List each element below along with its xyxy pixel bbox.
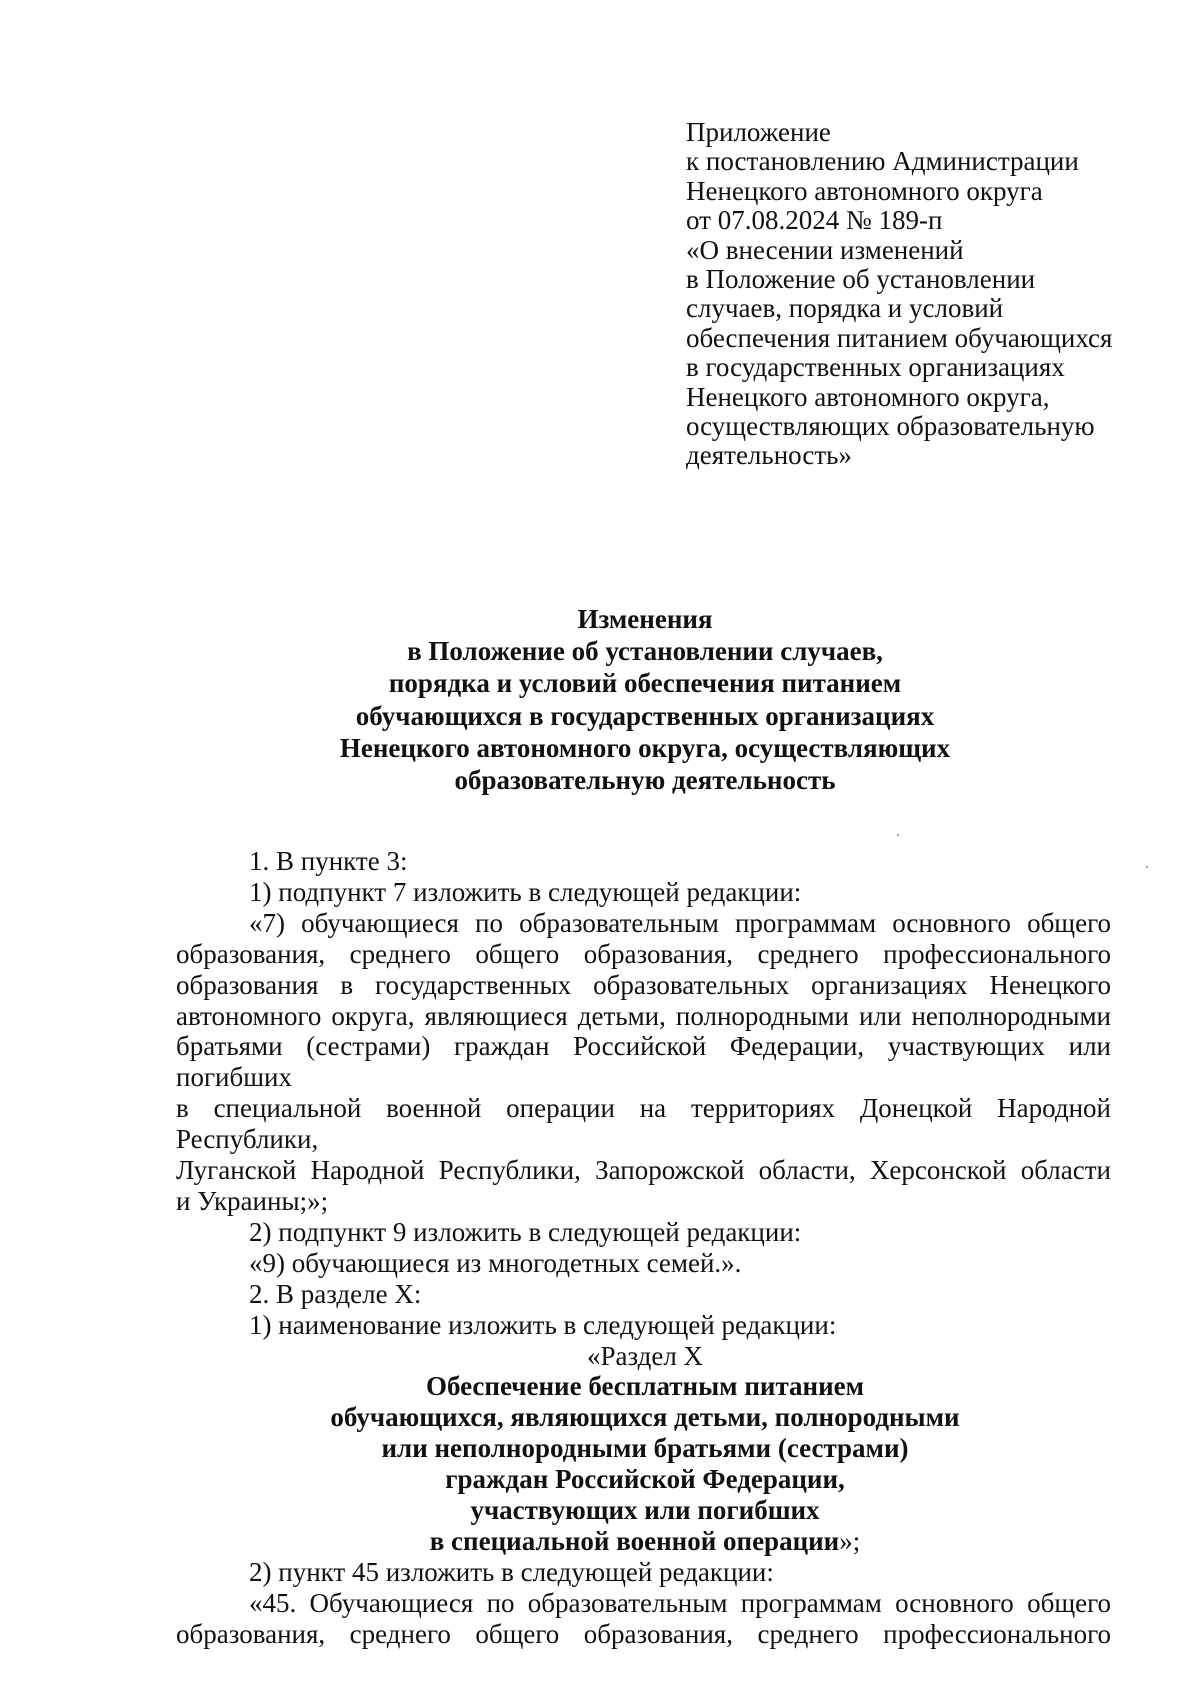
- item-1-subitem-2-text: «9) обучающиеся из многодетных семей.».: [249, 1247, 742, 1278]
- section-heading-line: граждан Российской Федерации,: [445, 1464, 845, 1495]
- header-line: деятельность»: [686, 440, 852, 471]
- paragraph-line: образования, среднего общего образования, среднего профессионального: [176, 938, 1111, 969]
- item-1-subitem-1-text: [176, 908, 1111, 1217]
- title-line: образовательную деятельность: [454, 765, 836, 796]
- section-heading-line: Обеспечение бесплатным питанием: [425, 1371, 865, 1402]
- title-line: обучающихся в государственных организациях: [355, 700, 935, 731]
- header-line: в Положение об установлении: [686, 264, 1036, 295]
- item-1: 1. В пункте 3:: [249, 846, 408, 876]
- section-heading-last-line: [0, 1526, 1200, 1557]
- item-2: 2. В разделе X:: [249, 1278, 422, 1309]
- scan-speck: [897, 834, 899, 836]
- header-line: Ненецкого автономного округа: [686, 175, 1043, 206]
- header-line: в государственных организациях: [686, 352, 1065, 383]
- header-line: Приложение: [686, 117, 831, 147]
- section-heading-last-text: в специальной военной операции: [429, 1525, 840, 1556]
- header-line: «О внесении изменений: [686, 234, 964, 265]
- paragraph-line: «7) обучающиеся по образовательным программам основного общего: [249, 907, 1111, 938]
- section-heading: [176, 1341, 1111, 1557]
- item-1-subitem-2: 2) подпункт 9 изложить в следующей редакции:: [249, 1216, 802, 1247]
- header-line: от 07.08.2024 № 189-п: [686, 205, 943, 236]
- document-title: [0, 603, 1200, 796]
- title-line: Изменения: [577, 604, 713, 634]
- header-line: к постановлению Администрации: [686, 146, 1079, 177]
- item-2-subitem-2-text: [176, 1588, 1111, 1650]
- paragraph-line: братьями (сестрами) граждан Российской Федерации, участвующих или погибших: [176, 1031, 1111, 1093]
- title-line: Ненецкого автономного округа, осуществляющих: [339, 732, 951, 763]
- paragraph-line: Луганской Народной Республики, Запорожской области, Херсонской области: [176, 1155, 1111, 1186]
- section-heading-line: или неполнородными братьями (сестрами): [381, 1433, 909, 1464]
- scan-speck: [1146, 866, 1148, 868]
- section-heading-line: участвующих или погибших: [470, 1495, 820, 1526]
- section-heading-line: обучающихся, являющихся детьми, полнородными: [330, 1402, 960, 1433]
- paragraph-line: и Украины;»;: [176, 1185, 329, 1216]
- header-line: обеспечения питанием обучающихся: [686, 322, 1113, 353]
- paragraph-line: автономного округа, являющиеся детьми, полнородными или неполнородными: [176, 1000, 1111, 1031]
- header-line: Ненецкого автономного округа,: [686, 381, 1050, 412]
- section-label: «Раздел X: [586, 1340, 704, 1371]
- document-body: [176, 846, 1111, 1650]
- appendix-header: [686, 118, 1166, 471]
- item-2-subitem-2: 2) пункт 45 изложить в следующей редакции:: [249, 1556, 774, 1587]
- header-line: осуществляющих образовательную: [686, 411, 1095, 442]
- item-2-subitem-1: 1) наименование изложить в следующей редакции:: [249, 1309, 837, 1340]
- paragraph-line: образования в государственных образовательных организациях Ненецкого: [176, 969, 1111, 1000]
- paragraph-line: образования, среднего общего образования, среднего профессионального: [176, 1618, 1111, 1649]
- title-line: порядка и условий обеспечения питанием: [388, 668, 902, 699]
- header-line: случаев, порядка и условий: [686, 293, 1004, 324]
- title-line: в Положение об установлении случаев,: [407, 636, 883, 667]
- paragraph-line: в специальной военной операции на территориях Донецкой Народной Республики,: [176, 1093, 1111, 1155]
- item-1-subitem-1: 1) подпункт 7 изложить в следующей редакции:: [249, 876, 802, 907]
- paragraph-line: «45. Обучающиеся по образовательным программам основного общего: [249, 1587, 1111, 1618]
- section-heading-closing: »;: [839, 1525, 861, 1556]
